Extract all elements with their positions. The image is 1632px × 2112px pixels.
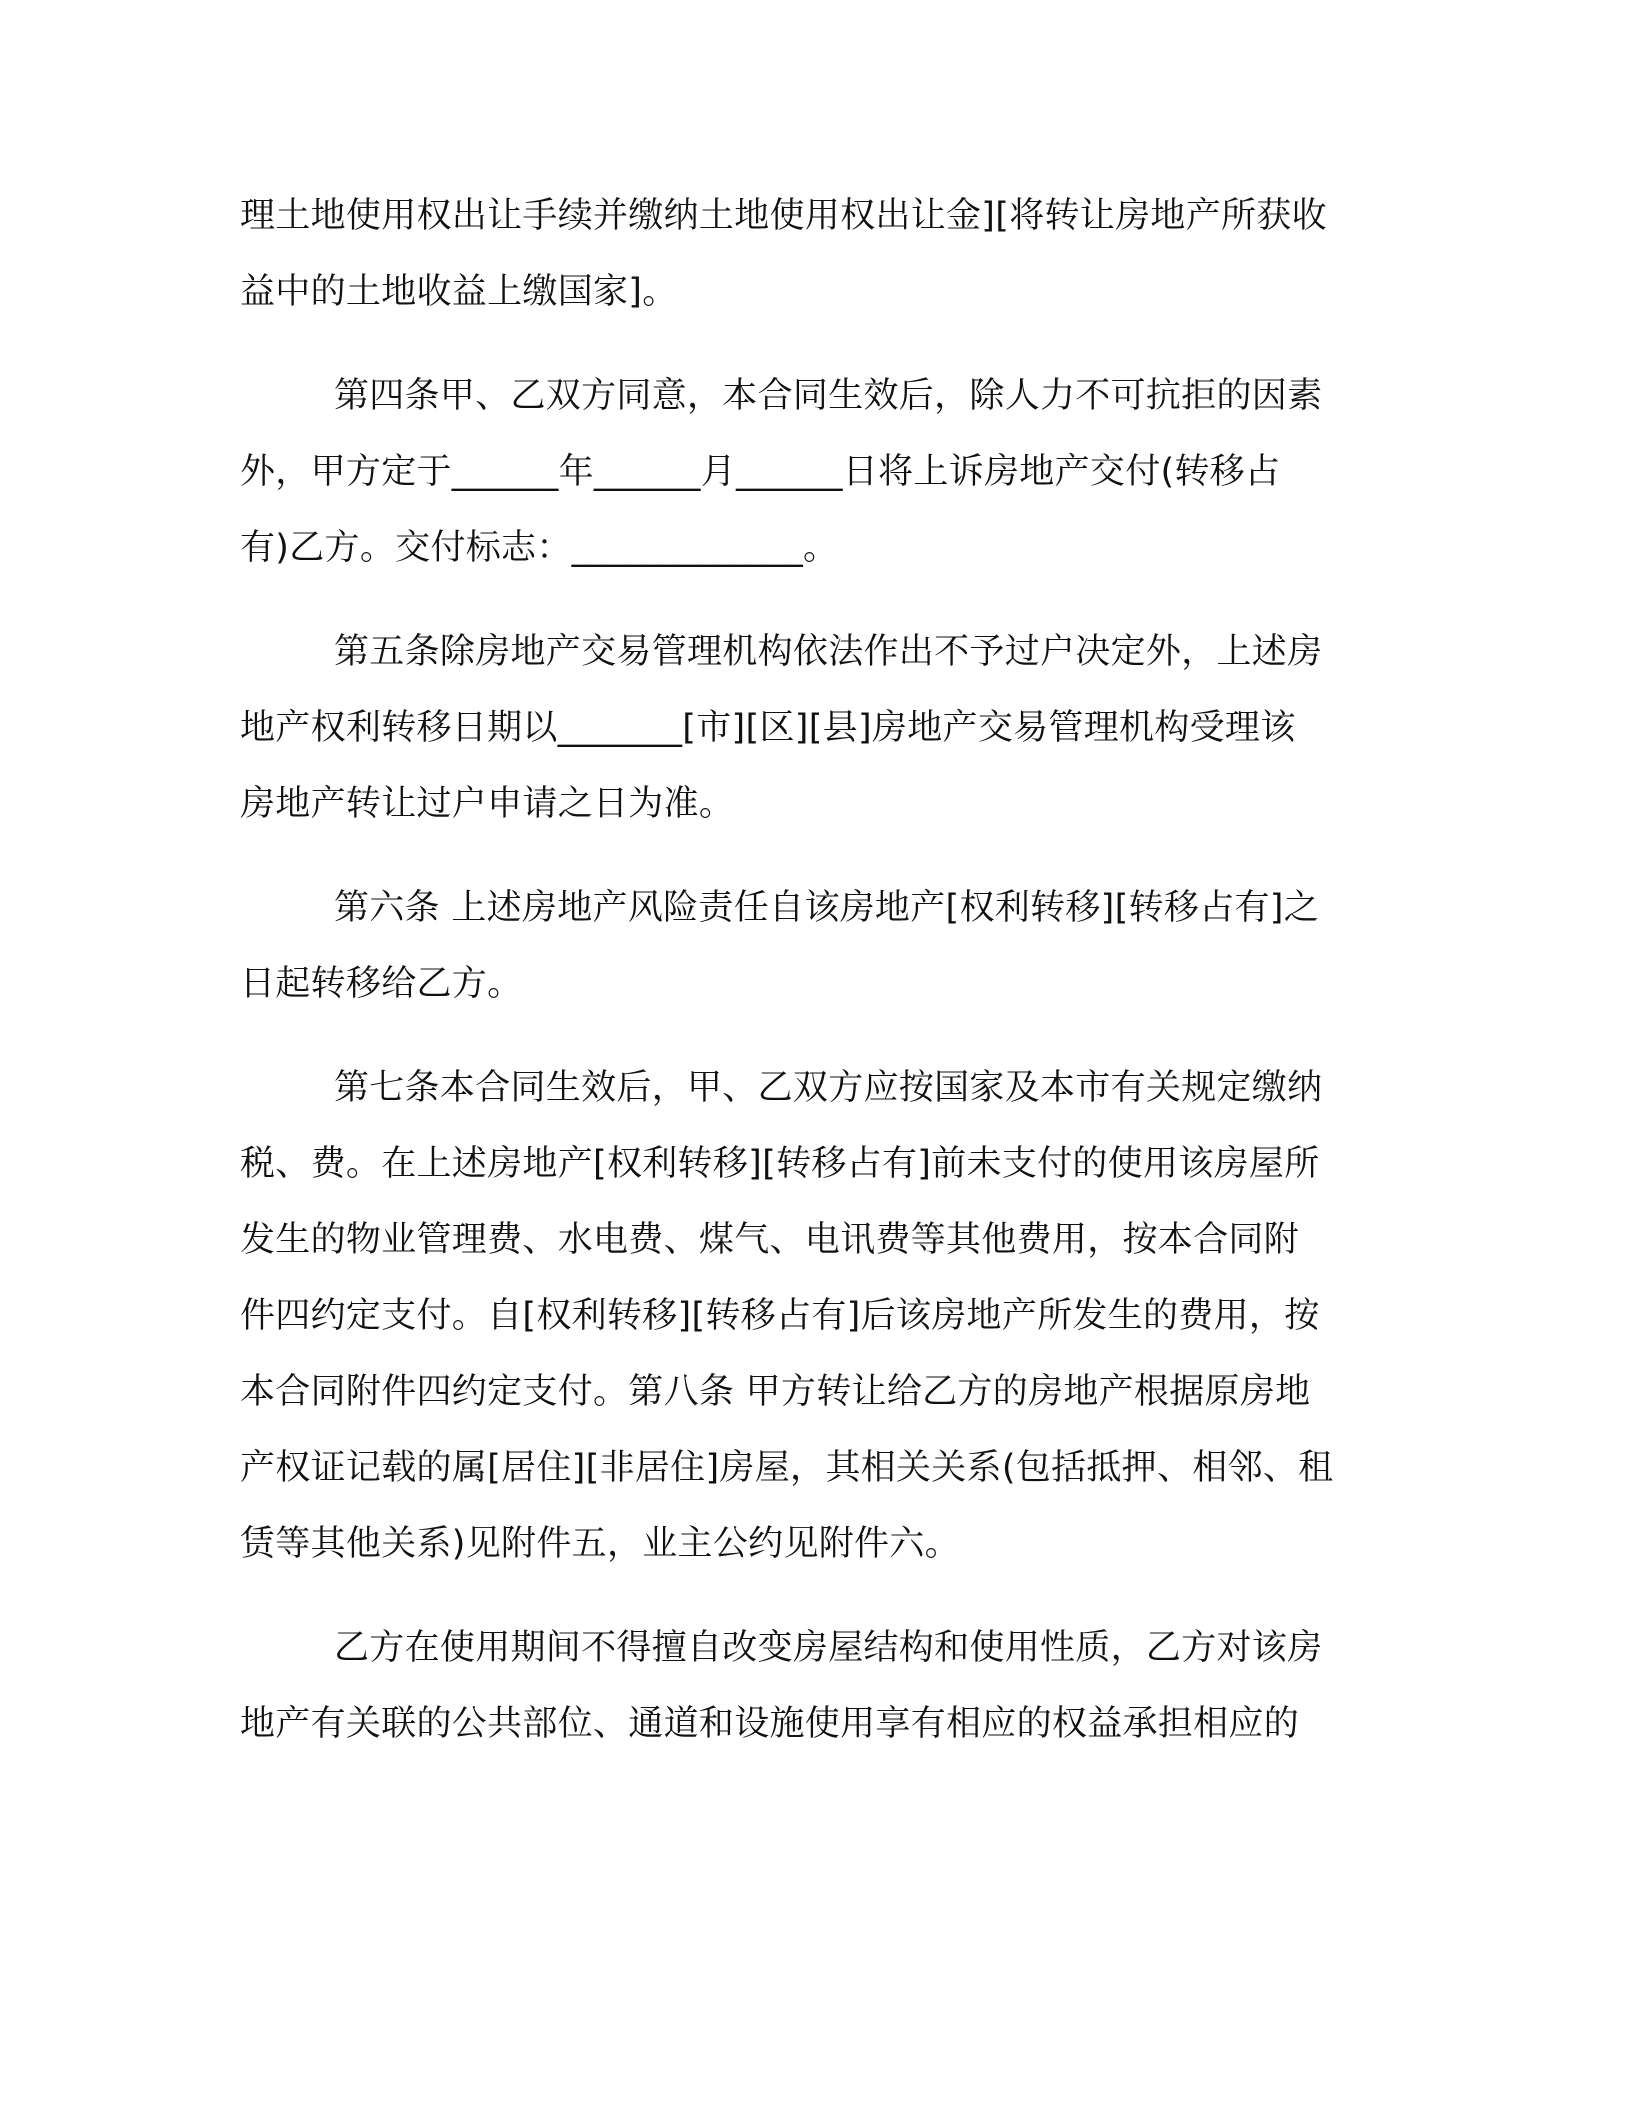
paragraph-article-6-line: 第六条 上述房地产风险责任自该房地产[权利转移][转移占有]之 <box>334 888 1320 928</box>
text-line: 本合同附件四约定支付。第八条 甲方转让给乙方的房地产根据原房地 <box>240 1372 1311 1412</box>
text-line: 房地产转让过户申请之日为准。 <box>240 784 735 824</box>
text-line: 件四约定支付。自[权利转移][转移占有]后该房地产所发生的费用，按 <box>240 1296 1320 1336</box>
text-line: 外，甲方定于______年______月______日将上诉房地产交付(转移占 <box>240 452 1281 492</box>
text-line: 有)乙方。交付标志：_____________。 <box>240 528 839 568</box>
text-line: 发生的物业管理费、水电费、煤气、电讯费等其他费用，按本合同附 <box>240 1220 1300 1260</box>
paragraph-article-5-line: 第五条除房地产交易管理机构依法作出不予过户决定外，上述房 <box>334 632 1323 672</box>
text-line: 税、费。在上述房地产[权利转移][转移占有]前未支付的使用该房屋所 <box>240 1144 1320 1184</box>
text-line: 日起转移给乙方。 <box>240 964 523 1004</box>
paragraph-article-4-line: 第四条甲、乙双方同意，本合同生效后，除人力不可抗拒的因素 <box>334 376 1323 416</box>
text-line: 赁等其他关系)见附件五，业主公约见附件六。 <box>240 1524 960 1564</box>
paragraph-usage-line: 乙方在使用期间不得擅自改变房屋结构和使用性质，乙方对该房 <box>334 1628 1323 1668</box>
text-line: 地产有关联的公共部位、通道和设施使用享有相应的权益承担相应的 <box>240 1704 1300 1744</box>
text-line: 理土地使用权出让手续并缴纳土地使用权出让金][将转让房地产所获收 <box>240 196 1327 236</box>
paragraph-article-7-line: 第七条本合同生效后，甲、乙双方应按国家及本市有关规定缴纳 <box>334 1068 1323 1108</box>
text-line: 产权证记载的属[居住][非居住]房屋，其相关关系(包括抵押、相邻、租 <box>240 1448 1334 1488</box>
text-line: 地产权利转移日期以_______[市][区][县]房地产交易管理机构受理该 <box>240 708 1296 748</box>
text-line: 益中的土地收益上缴国家]。 <box>240 272 678 312</box>
